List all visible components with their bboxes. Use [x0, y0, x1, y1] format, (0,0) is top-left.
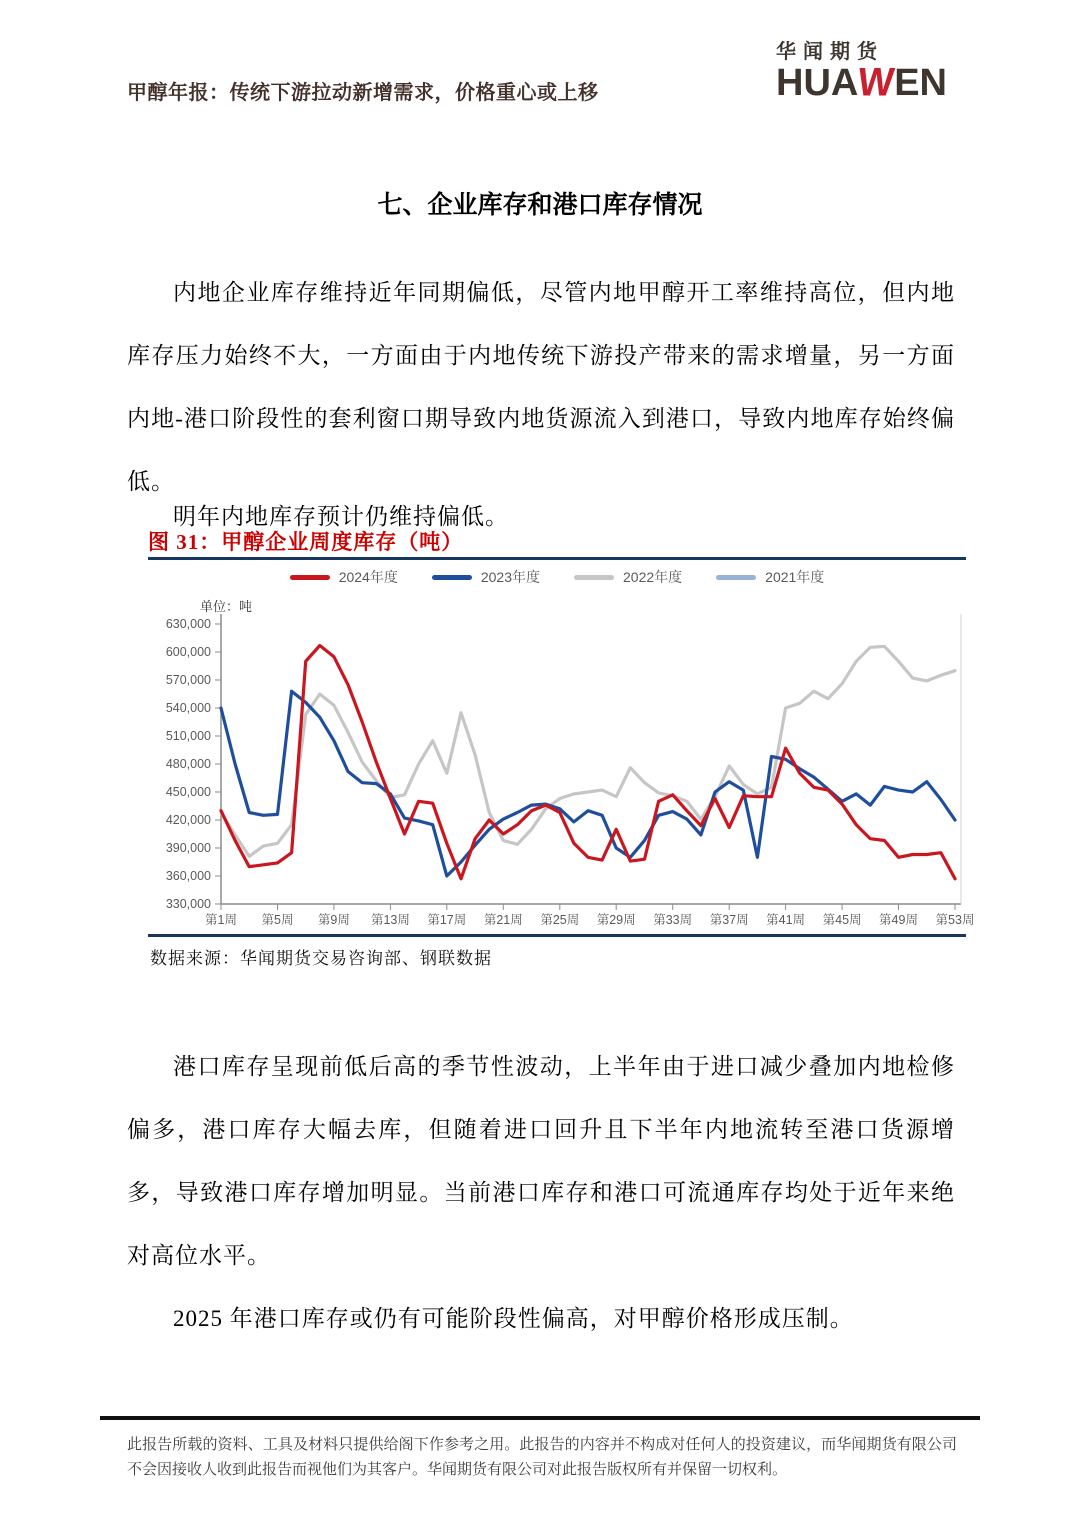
svg-text:第5周: 第5周: [261, 913, 294, 927]
legend-label-2021: 2021年度: [765, 569, 825, 585]
svg-text:第33周: 第33周: [653, 913, 693, 927]
figure-bottom-rule: [148, 934, 966, 937]
legend-label-2022: 2022年度: [623, 569, 683, 585]
svg-text:第49周: 第49周: [879, 913, 918, 927]
svg-text:第1周: 第1周: [205, 913, 237, 927]
svg-text:第25周: 第25周: [540, 913, 580, 927]
legend-item-2024: [290, 567, 398, 587]
huawen-logo: [776, 41, 953, 106]
svg-text:600,000: 600,000: [165, 645, 211, 659]
legend-swatch-2023: [432, 575, 472, 580]
logo-english-text: HUAWEN: [776, 60, 947, 106]
logo-red-w-mark: W: [856, 60, 897, 106]
legend-item-2022: [574, 567, 682, 587]
report-title: 甲醇年报：传统下游拉动新增需求，价格重心或上移: [127, 82, 599, 104]
footer-rule: [100, 1416, 980, 1420]
svg-text:360,000: 360,000: [165, 869, 211, 883]
legend-item-2021: [716, 567, 824, 587]
svg-text:第45周: 第45周: [822, 913, 862, 927]
svg-text:570,000: 570,000: [165, 673, 211, 687]
svg-text:第53周: 第53周: [935, 913, 973, 927]
svg-text:420,000: 420,000: [165, 813, 211, 827]
logo-chinese-text: 华闻期货: [776, 41, 884, 63]
chart-svg: [143, 604, 973, 934]
legend-label-2023: 2023年度: [480, 569, 540, 585]
svg-text:第9周: 第9周: [317, 913, 350, 927]
chart-legend: [148, 567, 966, 587]
legend-label-2024: 2024年度: [338, 569, 398, 585]
body-paragraph-2: 明年内地库存预计仍维持偏低。: [173, 504, 509, 529]
svg-text:480,000: 480,000: [165, 757, 211, 771]
svg-text:330,000: 330,000: [165, 897, 211, 911]
data-source-note: 数据来源：华闻期货交易咨询部、钢联数据: [150, 949, 492, 968]
svg-text:450,000: 450,000: [165, 785, 211, 799]
svg-text:540,000: 540,000: [165, 701, 211, 715]
footer-disclaimer: 此报告所载的资料、工具及材料只提供给阁下作参考之用。此报告的内容并不构成对任何人的投资建议，而华闻期货有限公司不会因接收人收到此报告而视他们为其客户。华闻期货有限公司对此报告版权所有并保留一切权利。: [127, 1436, 957, 1478]
body-paragraph-1: 内地企业库存维持近年同期偏低，尽管内地甲醇开工率维持高位，但内地库存压力始终不大，一方面由于内地传统下游投产带来的需求增量，另一方面内地-港口阶段性的套利窗口期导致内地货源流入到港口，导致内地库存始终偏低。: [127, 280, 955, 494]
weekly-inventory-line-chart: [143, 604, 973, 934]
legend-swatch-2022: [574, 575, 614, 580]
figure-top-rule: [148, 557, 966, 560]
chart-unit-label: 单位：吨: [200, 599, 253, 614]
svg-text:第29周: 第29周: [596, 913, 636, 927]
svg-text:第41周: 第41周: [766, 913, 806, 927]
legend-swatch-2021: [716, 575, 756, 580]
body-paragraph-4: 2025 年港口库存或仍有可能阶段性偏高，对甲醇价格形成压制。: [173, 1306, 854, 1331]
page-header: [127, 42, 953, 105]
legend-item-2023: [432, 567, 540, 587]
svg-text:630,000: 630,000: [165, 617, 211, 631]
svg-text:第13周: 第13周: [370, 913, 410, 927]
body-paragraph-3: 港口库存呈现前低后高的季节性波动，上半年由于进口减少叠加内地检修偏多，港口库存大幅去库，但随着进口回升且下半年内地流转至港口货源增多，导致港口库存增加明显。当前港口库存和港口可流通库存均处于近年来绝对高位水平。: [127, 1054, 955, 1268]
section-title: 七、企业库存和港口库存情况: [377, 192, 703, 219]
legend-swatch-2024: [290, 575, 330, 580]
svg-text:390,000: 390,000: [165, 841, 211, 855]
figure-caption: 图 31：甲醇企业周度库存（吨）: [148, 530, 464, 554]
svg-text:510,000: 510,000: [165, 729, 211, 743]
svg-text:第21周: 第21周: [483, 913, 523, 927]
svg-text:第17周: 第17周: [427, 913, 467, 927]
svg-text:第37周: 第37周: [709, 913, 749, 927]
